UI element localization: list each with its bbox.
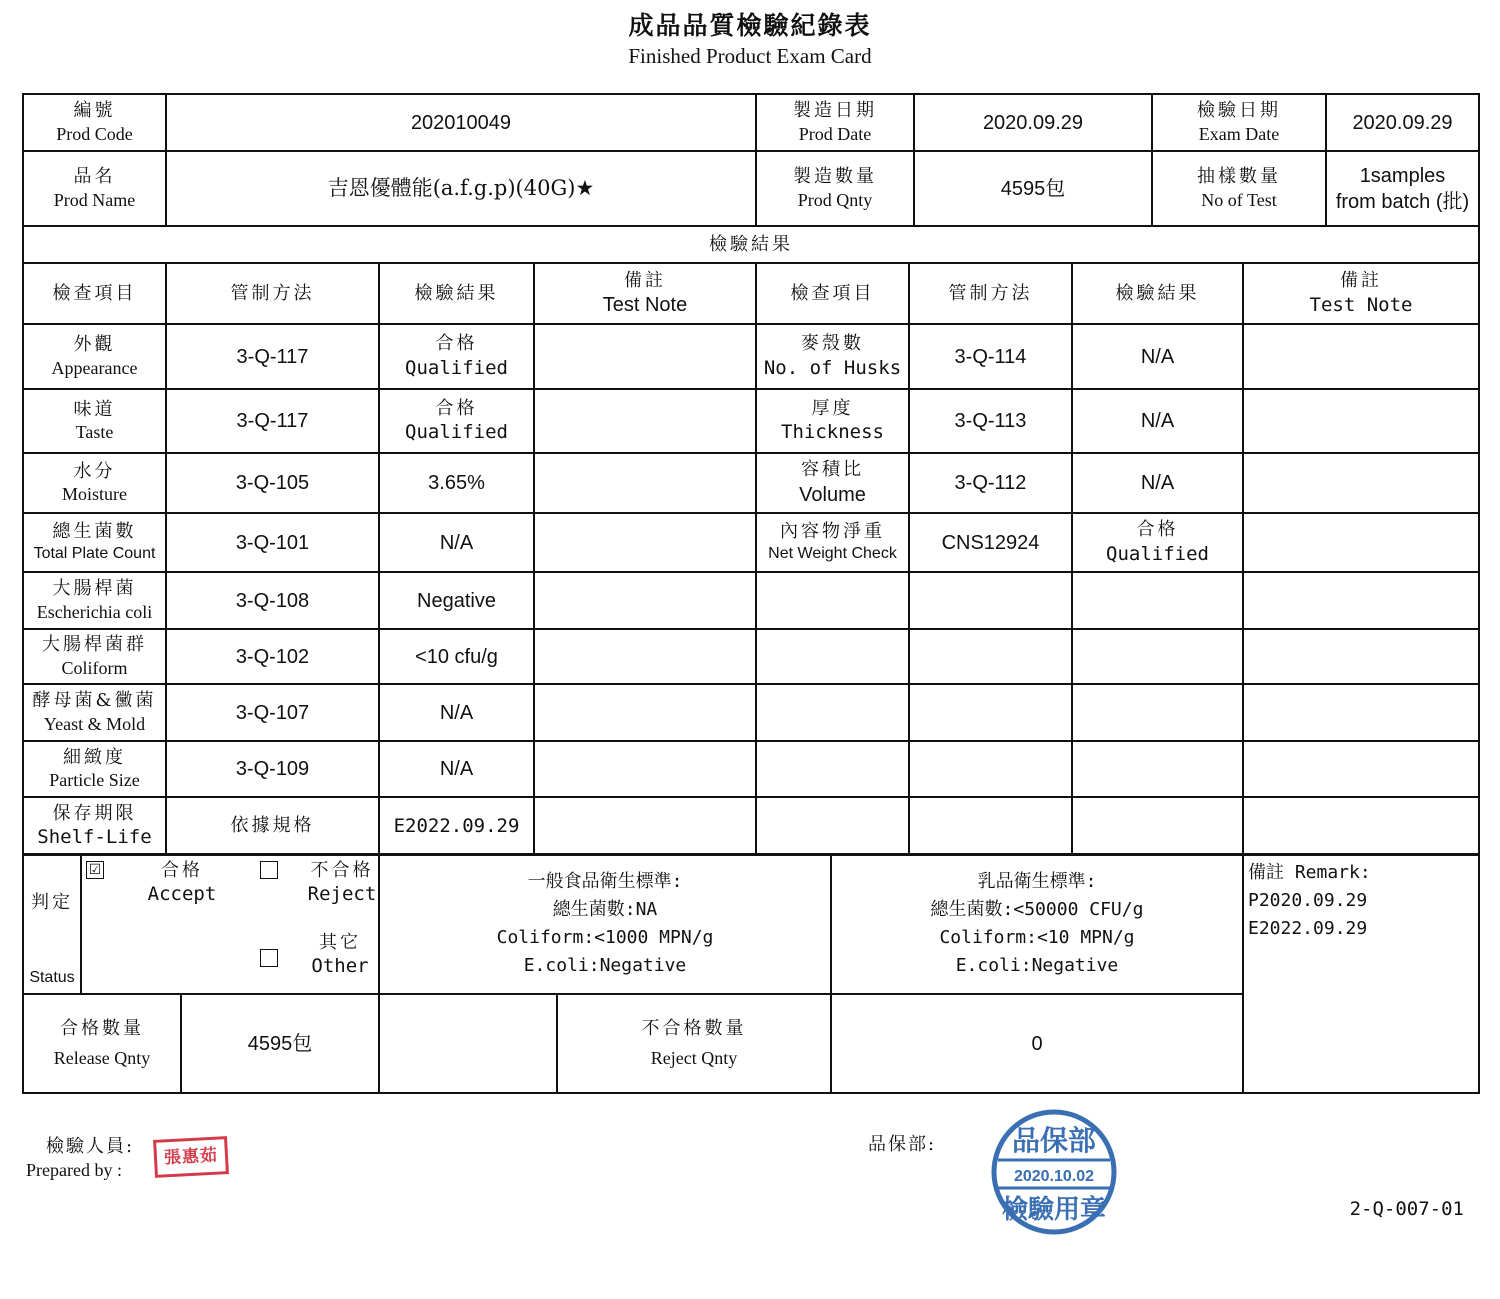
note-right bbox=[1243, 453, 1479, 513]
item-label-right bbox=[756, 572, 909, 629]
item-label-right: 麥殼數 No. of Husks bbox=[756, 324, 909, 389]
note-left bbox=[534, 513, 756, 572]
table-row bbox=[23, 797, 1479, 855]
note-right bbox=[1243, 572, 1479, 629]
table-row bbox=[23, 684, 1479, 741]
result-left: 3.65% bbox=[379, 453, 534, 513]
item-label-left: 酵母菌&黴菌 Yeast & Mold bbox=[23, 684, 166, 741]
reject-qnty-label: 不合格數量 Reject Qnty bbox=[641, 1018, 747, 1068]
note-right bbox=[1243, 797, 1479, 855]
method-right bbox=[909, 797, 1072, 855]
note-right bbox=[1243, 684, 1479, 741]
item-label-left: 水分 Moisture bbox=[23, 453, 166, 513]
method-right: CNS12924 bbox=[909, 513, 1072, 572]
col-method-left: 管制方法 bbox=[166, 263, 379, 324]
accept-option: 合格 Accept bbox=[147, 860, 217, 906]
result-right: N/A bbox=[1072, 453, 1243, 513]
qa-dept-stamp bbox=[990, 1108, 1118, 1236]
sample-value: 1samples from batch (批) bbox=[1326, 151, 1479, 226]
other-checkbox[interactable] bbox=[260, 949, 278, 967]
method-left: 3-Q-108 bbox=[166, 572, 379, 629]
method-left: 3-Q-101 bbox=[166, 513, 379, 572]
results-table bbox=[22, 225, 1480, 856]
note-left bbox=[534, 453, 756, 513]
col-item-left: 檢查項目 bbox=[23, 263, 166, 324]
prod-qnty-label: 製造數量 Prod Qnty bbox=[756, 151, 914, 226]
status-table bbox=[22, 853, 1480, 1094]
table-row bbox=[23, 572, 1479, 629]
stamp-date-text: 2020.10.02 bbox=[1013, 1168, 1095, 1185]
method-right: 3-Q-114 bbox=[909, 324, 1072, 389]
note-left bbox=[534, 741, 756, 797]
table-row bbox=[23, 513, 1479, 572]
prepared-by-zh: 檢驗人員: bbox=[46, 1136, 135, 1157]
table-row bbox=[23, 741, 1479, 797]
item-label-right bbox=[756, 684, 909, 741]
method-right bbox=[909, 572, 1072, 629]
item-label-left: 大腸桿菌 Escherichia coli bbox=[23, 572, 166, 629]
prod-date-label: 製造日期 Prod Date bbox=[756, 94, 914, 151]
method-left: 3-Q-107 bbox=[166, 684, 379, 741]
method-left: 依據規格 bbox=[166, 797, 379, 855]
info-table bbox=[22, 93, 1480, 227]
reject-checkbox[interactable] bbox=[260, 861, 278, 879]
method-left: 3-Q-109 bbox=[166, 741, 379, 797]
status-options bbox=[81, 854, 379, 994]
item-label-left: 細緻度 Particle Size bbox=[23, 741, 166, 797]
note-right bbox=[1243, 629, 1479, 684]
stamp-top-text: 品保部 bbox=[1011, 1124, 1097, 1157]
release-qnty-value: 4595包 bbox=[247, 1032, 313, 1055]
item-label-left: 大腸桿菌群 Coliform bbox=[23, 629, 166, 684]
status-label: 判定 Status bbox=[23, 854, 81, 994]
note-right bbox=[1243, 324, 1479, 389]
col-note-left: 備註 Test Note bbox=[534, 263, 756, 324]
item-label-left: 總生菌數 Total Plate Count bbox=[23, 513, 166, 572]
inspector-stamp: 張惠茹 bbox=[153, 1136, 229, 1178]
page-title: 成品品質檢驗紀錄表 bbox=[628, 11, 872, 40]
result-right bbox=[1072, 684, 1243, 741]
note-left bbox=[534, 684, 756, 741]
exam-date-label: 檢驗日期 Exam Date bbox=[1152, 94, 1326, 151]
method-left: 3-Q-105 bbox=[166, 453, 379, 513]
table-row bbox=[23, 629, 1479, 684]
method-right: 3-Q-113 bbox=[909, 389, 1072, 453]
table-row bbox=[23, 389, 1479, 453]
form-code: 2-Q-007-01 bbox=[1349, 1198, 1464, 1220]
remark-box: 備註 Remark: P2020.09.29 E2022.09.29 bbox=[1243, 854, 1479, 1093]
result-right bbox=[1072, 797, 1243, 855]
result-left: E2022.09.29 bbox=[379, 797, 534, 855]
table-row bbox=[23, 324, 1479, 389]
item-label-right: 容積比 Volume bbox=[756, 453, 909, 513]
result-right bbox=[1072, 741, 1243, 797]
method-left: 3-Q-102 bbox=[166, 629, 379, 684]
method-left: 3-Q-117 bbox=[166, 389, 379, 453]
prod-name-label: 品名 Prod Name bbox=[23, 151, 166, 226]
prod-name-value: 吉恩優體能(a.f.g.p)(40G)★ bbox=[166, 151, 756, 226]
stamp-bottom-text: 檢驗用章 bbox=[1001, 1195, 1107, 1225]
result-left: 合格 Qualified bbox=[379, 324, 534, 389]
item-label-left: 外觀 Appearance bbox=[23, 324, 166, 389]
prod-code-label: 編號 Prod Code bbox=[23, 94, 166, 151]
item-label-right: 厚度 Thickness bbox=[756, 389, 909, 453]
col-result-right: 檢驗結果 bbox=[1072, 263, 1243, 324]
method-right: 3-Q-112 bbox=[909, 453, 1072, 513]
result-left: N/A bbox=[379, 684, 534, 741]
release-qnty-label: 合格數量 Release Qnty bbox=[24, 995, 182, 1092]
results-section-title: 檢驗結果 bbox=[23, 226, 1479, 263]
prepared-by-en: Prepared by : bbox=[26, 1160, 122, 1180]
method-right bbox=[909, 684, 1072, 741]
item-label-right bbox=[756, 797, 909, 855]
other-option: 其它 Other bbox=[311, 932, 369, 978]
qa-dept-label: 品保部: bbox=[868, 1134, 937, 1155]
note-left bbox=[534, 629, 756, 684]
item-label-right bbox=[756, 629, 909, 684]
exam-date-value: 2020.09.29 bbox=[1326, 94, 1479, 151]
method-left: 3-Q-117 bbox=[166, 324, 379, 389]
note-left bbox=[534, 324, 756, 389]
note-right bbox=[1243, 741, 1479, 797]
page-subtitle: Finished Product Exam Card bbox=[628, 44, 872, 68]
col-item-right: 檢查項目 bbox=[756, 263, 909, 324]
prod-qnty-value: 4595包 bbox=[914, 151, 1152, 226]
method-right bbox=[909, 741, 1072, 797]
table-row bbox=[23, 453, 1479, 513]
item-label-right bbox=[756, 741, 909, 797]
result-right: N/A bbox=[1072, 324, 1243, 389]
reject-qnty-value: 0 bbox=[831, 994, 1243, 1093]
result-left: Negative bbox=[379, 572, 534, 629]
result-left: <10 cfu/g bbox=[379, 629, 534, 684]
sample-label: 抽樣數量 No of Test bbox=[1152, 151, 1326, 226]
item-label-left: 保存期限 Shelf-Life bbox=[23, 797, 166, 855]
reject-option: 不合格 Reject bbox=[307, 860, 377, 906]
result-right bbox=[1072, 629, 1243, 684]
note-left bbox=[534, 797, 756, 855]
result-right bbox=[1072, 572, 1243, 629]
item-label-right: 內容物淨重 Net Weight Check bbox=[756, 513, 909, 572]
note-left bbox=[534, 389, 756, 453]
result-right: 合格 Qualified bbox=[1072, 513, 1243, 572]
col-result-left: 檢驗結果 bbox=[379, 263, 534, 324]
accept-checkbox[interactable]: ☑ bbox=[86, 861, 104, 879]
result-left: N/A bbox=[379, 513, 534, 572]
release-qnty-row bbox=[23, 994, 379, 1093]
reject-qnty-label-cell bbox=[379, 994, 831, 1093]
col-note-right: 備註 Test Note bbox=[1243, 263, 1479, 324]
prod-code-value: 202010049 bbox=[166, 94, 756, 151]
col-method-right: 管制方法 bbox=[909, 263, 1072, 324]
prod-date-value: 2020.09.29 bbox=[914, 94, 1152, 151]
method-right bbox=[909, 629, 1072, 684]
dairy-standard: 乳品衛生標準: 總生菌數:<50000 CFU/g Coliform:<10 MPN/g E.coli:Negative bbox=[831, 854, 1243, 994]
note-right bbox=[1243, 389, 1479, 453]
result-right: N/A bbox=[1072, 389, 1243, 453]
note-left bbox=[534, 572, 756, 629]
item-label-left: 味道 Taste bbox=[23, 389, 166, 453]
result-left: N/A bbox=[379, 741, 534, 797]
general-food-standard: 一般食品衛生標準: 總生菌數:NA Coliform:<1000 MPN/g E.coli:Negative bbox=[379, 854, 831, 994]
result-left: 合格 Qualified bbox=[379, 389, 534, 453]
note-right bbox=[1243, 513, 1479, 572]
